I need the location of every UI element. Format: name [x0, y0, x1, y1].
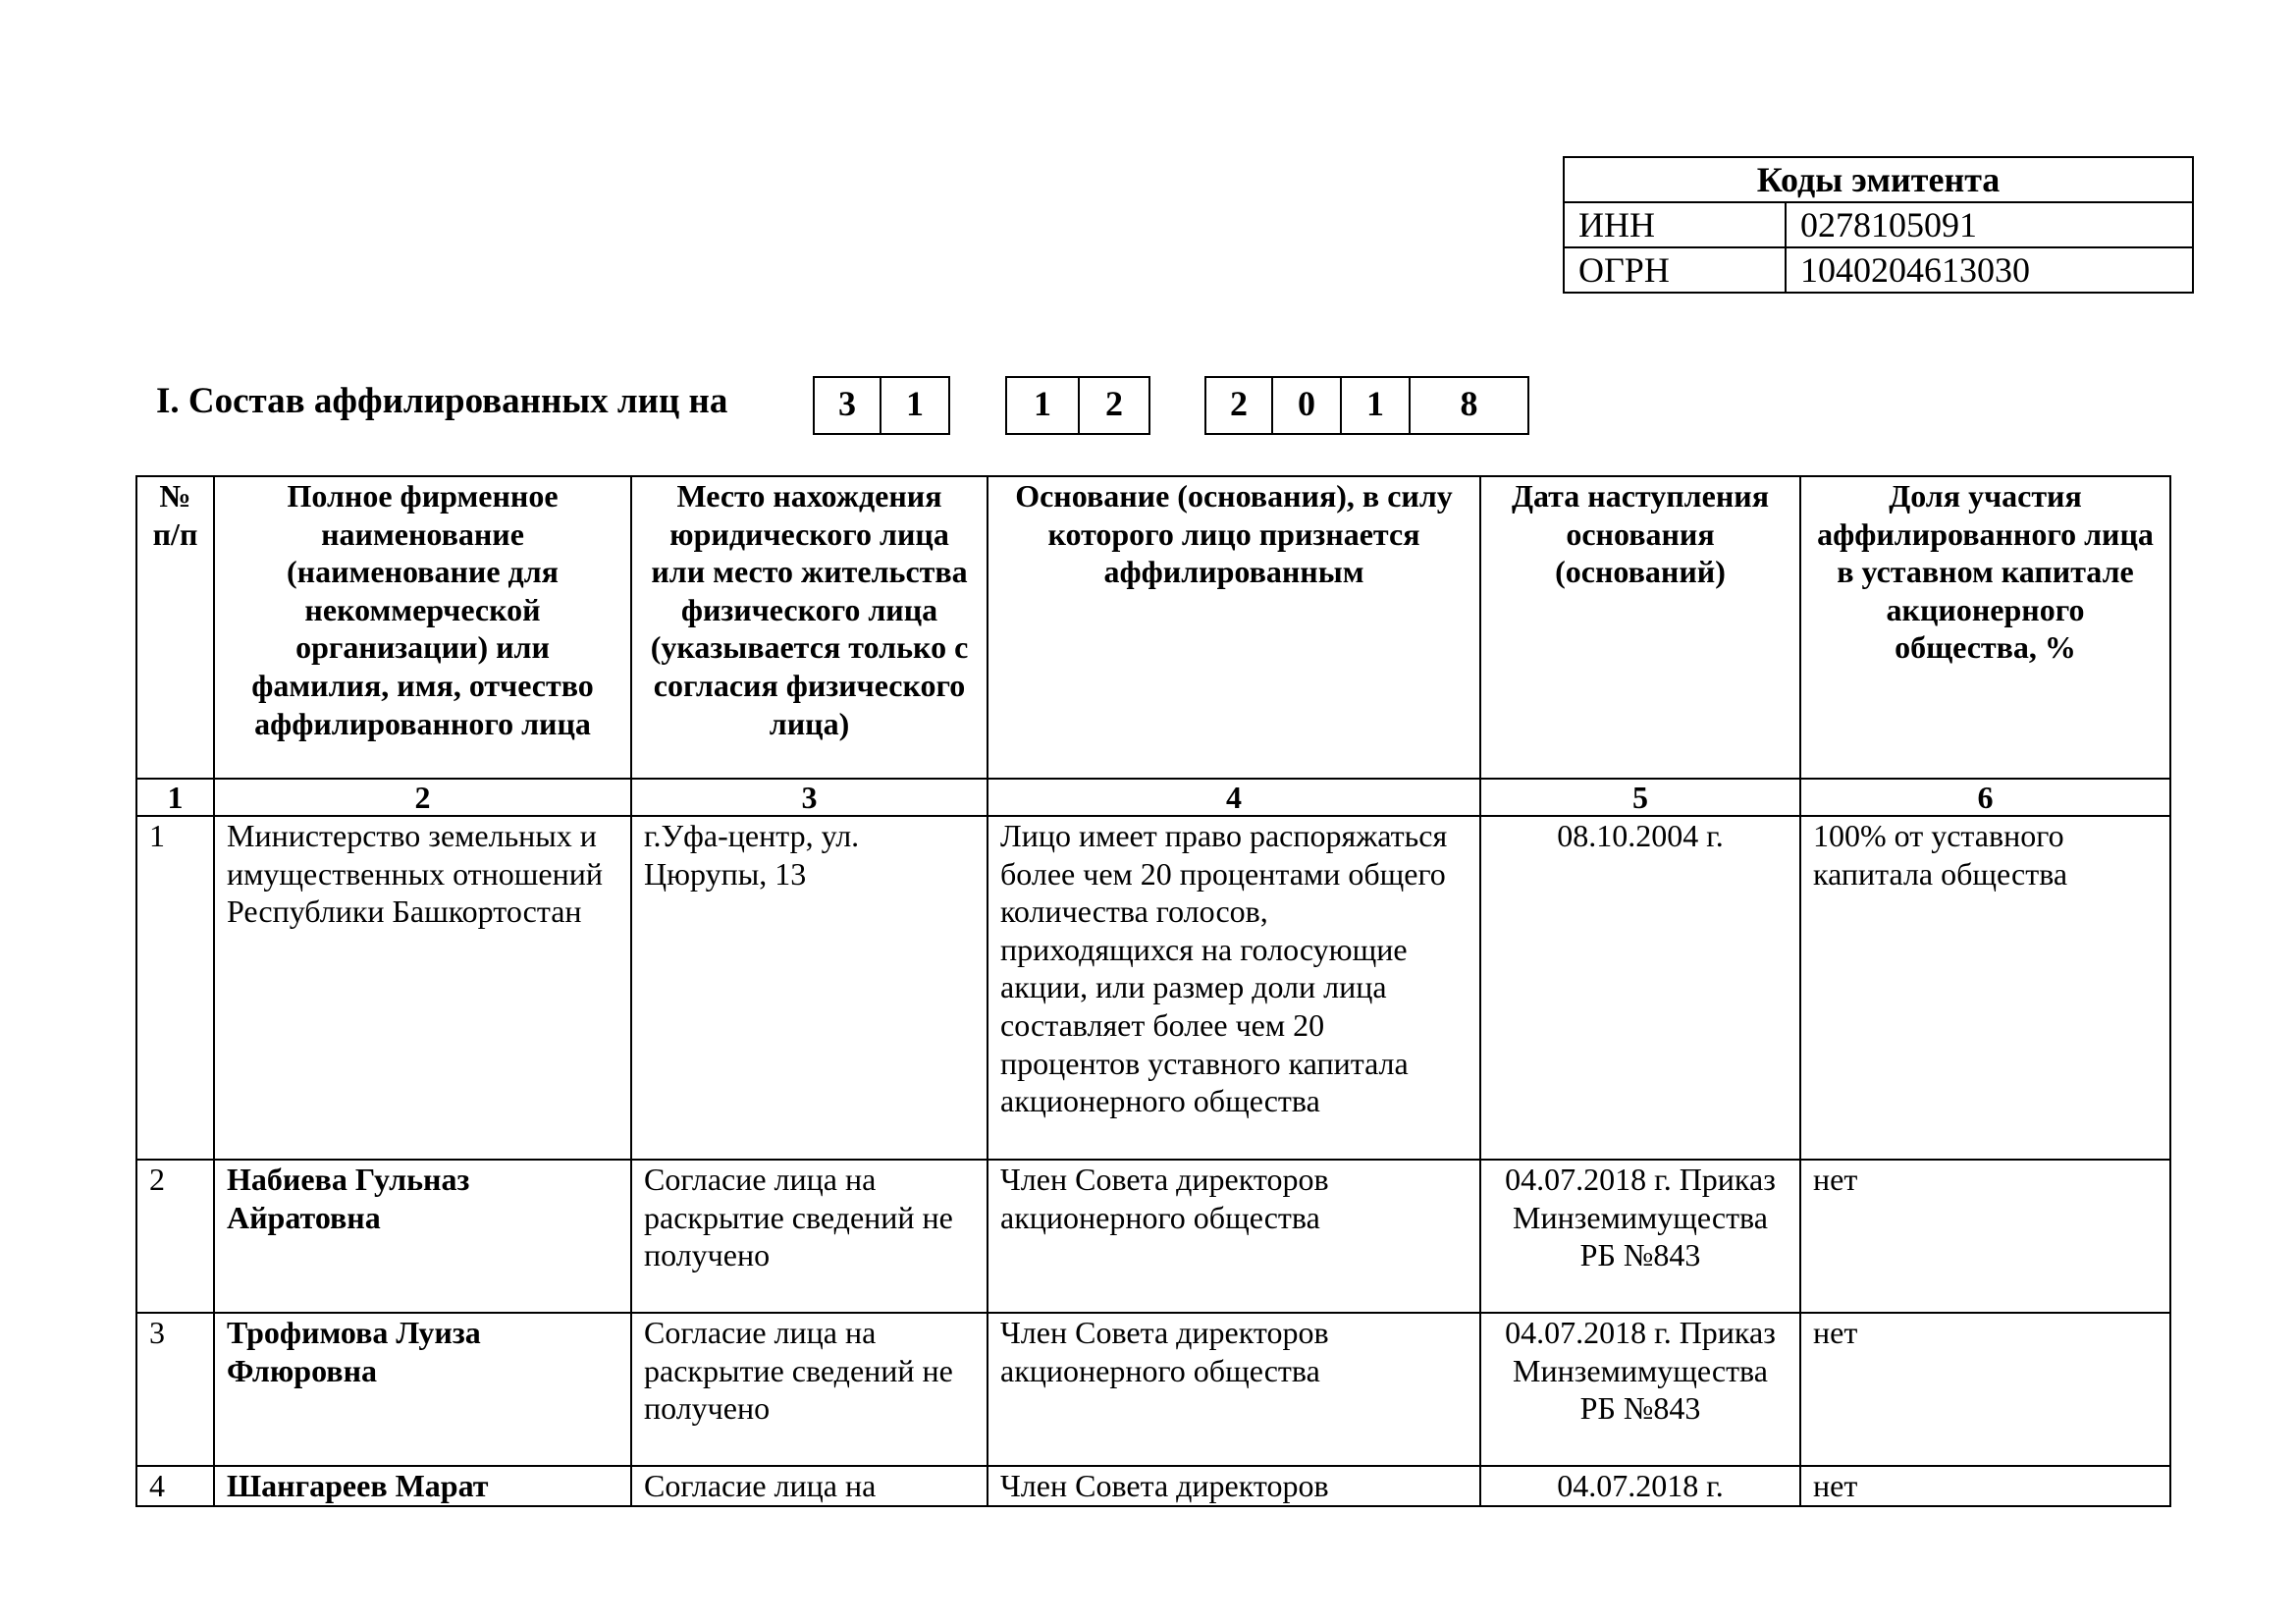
date-year-boxes	[1204, 376, 1529, 435]
issuer-code-value: 1040204613030	[1786, 247, 2193, 293]
row-basis: Лицо имеет право распоряжаться более чем 20 процентами общего количества голосов, приходящихся на голосующие акции, или размер доли лица составляет более чем 20 процентов уставного капитала акционерного общества	[988, 816, 1480, 1160]
issuer-code-key: ОГРН	[1564, 247, 1786, 293]
row-share: нет	[1800, 1466, 2170, 1506]
issuer-codes-title: Коды эмитента	[1564, 157, 2193, 202]
row-basis: Член Совета директоров акционерного общества	[988, 1313, 1480, 1466]
column-number: 2	[214, 779, 631, 816]
column-header: Дата наступления основания (оснований)	[1480, 476, 1800, 779]
column-number: 3	[631, 779, 988, 816]
date-digit: 1	[881, 376, 950, 435]
row-basis: Член Совета директоров акционерного общества	[988, 1160, 1480, 1313]
table-row	[136, 1466, 2170, 1506]
column-header: Место нахождения юридического лица или место жительства физического лица (указывается только с согласия физического лица)	[631, 476, 988, 779]
column-header: № п/п	[136, 476, 214, 779]
row-number: 2	[136, 1160, 214, 1313]
row-location: Согласие лица на раскрытие сведений не получено	[631, 1160, 988, 1313]
table-row	[136, 1160, 2170, 1313]
issuer-codes-table	[1563, 156, 2194, 294]
issuer-code-key: ИНН	[1564, 202, 1786, 247]
row-date: 04.07.2018 г.	[1480, 1466, 1800, 1506]
date-month-boxes	[1005, 376, 1150, 435]
affiliated-persons-table	[135, 475, 2171, 1507]
row-location: Согласие лица на	[631, 1466, 988, 1506]
date-digit: 2	[1204, 376, 1273, 435]
column-header: Полное фирменное наименование (наименование для некоммерческой организации) или фамилия, имя, отчество аффилированного лица	[214, 476, 631, 779]
row-share: нет	[1800, 1313, 2170, 1466]
row-share: 100% от уставного капитала общества	[1800, 816, 2170, 1160]
column-header: Доля участия аффилированного лица в уставном капитале акционерного общества, %	[1800, 476, 2170, 779]
date-digit: 2	[1080, 376, 1150, 435]
column-number: 4	[988, 779, 1480, 816]
row-date: 04.07.2018 г. Приказ Минземимущества РБ №843	[1480, 1313, 1800, 1466]
row-number: 4	[136, 1466, 214, 1506]
row-date: 04.07.2018 г. Приказ Минземимущества РБ №843	[1480, 1160, 1800, 1313]
column-number: 6	[1800, 779, 2170, 816]
date-digit: 8	[1411, 376, 1529, 435]
table-row	[136, 816, 2170, 1160]
date-day-boxes	[813, 376, 950, 435]
issuer-code-value: 0278105091	[1786, 202, 2193, 247]
column-number: 1	[136, 779, 214, 816]
date-digit: 1	[1005, 376, 1080, 435]
column-header: Основание (основания), в силу которого лицо признается аффилированным	[988, 476, 1480, 779]
row-location: Согласие лица на раскрытие сведений не получено	[631, 1313, 988, 1466]
table-row	[136, 1313, 2170, 1466]
row-basis: Член Совета директоров	[988, 1466, 1480, 1506]
row-name: Министерство земельных и имущественных отношений Республики Башкортостан	[214, 816, 631, 1160]
table-header-row	[136, 476, 2170, 779]
row-name: Трофимова Луиза Флюровна	[214, 1313, 631, 1466]
date-digit: 1	[1342, 376, 1411, 435]
row-name: Набиева Гульназ Айратовна	[214, 1160, 631, 1313]
column-number-row	[136, 779, 2170, 816]
column-number: 5	[1480, 779, 1800, 816]
issuer-code-row-inn	[1564, 202, 2193, 247]
section-heading: I. Состав аффилированных лиц на	[156, 381, 728, 421]
date-digit: 0	[1273, 376, 1342, 435]
row-location: г.Уфа-центр, ул. Цюрупы, 13	[631, 816, 988, 1160]
row-number: 3	[136, 1313, 214, 1466]
row-date: 08.10.2004 г.	[1480, 816, 1800, 1160]
issuer-code-row-ogrn	[1564, 247, 2193, 293]
row-name: Шангареев Марат	[214, 1466, 631, 1506]
date-digit: 3	[813, 376, 881, 435]
row-number: 1	[136, 816, 214, 1160]
row-share: нет	[1800, 1160, 2170, 1313]
